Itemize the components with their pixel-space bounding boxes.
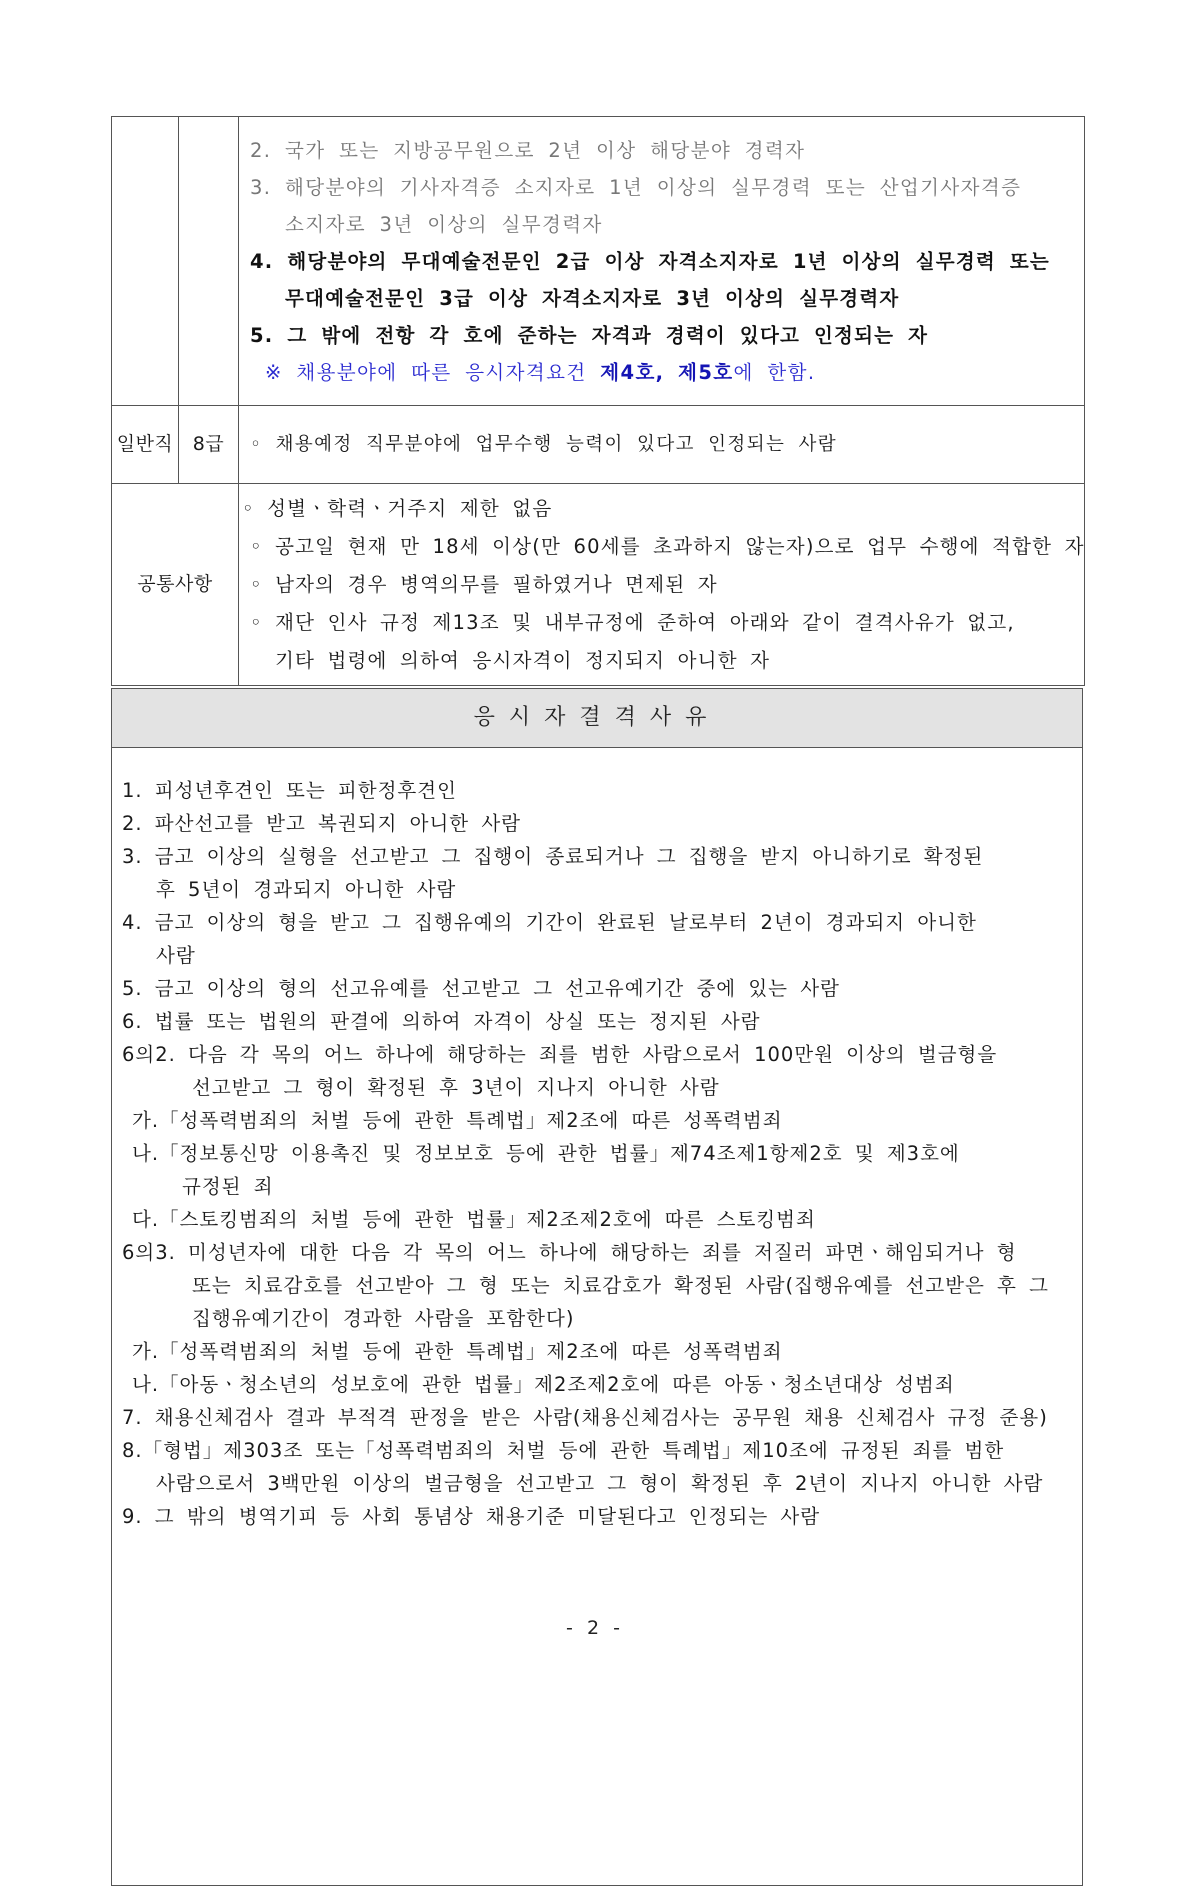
category-label: 일반직 <box>112 406 179 484</box>
disq-item-8-cont: 사람으로서 3백만원 이상의 벌금형을 선고받고 그 형이 확정된 후 2년이 지나지 아니한 사람 <box>156 1472 1044 1495</box>
disq-item-9: 9. 그 밖의 병역기피 등 사회 통념상 채용기준 미달된다고 인정되는 사람 <box>122 1505 821 1528</box>
disq-item-6-2-da: 다.「스토킹범죄의 처벌 등에 관한 법률」제2조제2호에 따른 스토킹범죄 <box>132 1208 816 1231</box>
qualification-item-3: 3. 해당분야의 기사자격증 소지자로 1년 이상의 실무경력 또는 산업기사자격증 <box>250 175 1022 199</box>
disq-item-5: 5. 금고 이상의 형의 선고유예를 선고받고 그 선고유예기간 중에 있는 사람 <box>122 977 840 1000</box>
note-suffix: 에 한함. <box>733 360 816 384</box>
disq-item-6-3-na: 나.「아동ㆍ청소년의 성보호에 관한 법률」제2조제2호에 따른 아동ㆍ청소년대상 성범죄 <box>132 1373 955 1396</box>
qualification-item-4: 4. 해당분야의 무대예술전문인 2급 이상 자격소지자로 1년 이상의 실무경력 또는 <box>250 249 1050 273</box>
disq-item-6-3: 6의3. 미성년자에 대한 다음 각 목의 어느 하나에 해당하는 죄를 저질러 파면ㆍ해임되거나 형 <box>122 1241 1017 1264</box>
general-requirement-cell <box>239 406 1085 484</box>
disq-item-8: 8.「형법」제303조 또는「성폭력범죄의 처벌 등에 관한 특례법」제10조에 규정된 죄를 범한 <box>122 1439 1005 1462</box>
disq-item-4: 4. 금고 이상의 형을 받고 그 집행유예의 기간이 완료된 날로부터 2년이 경과되지 아니한 <box>122 911 977 934</box>
disqualification-list <box>112 748 1082 1533</box>
common-requirements-cell <box>239 484 1085 686</box>
qualification-item-3-cont: 소지자로 3년 이상의 실무경력자 <box>285 212 603 236</box>
empty-grade-cell <box>179 117 239 406</box>
qualification-list-cell <box>239 117 1085 406</box>
common-item-1: ◦ 성별ㆍ학력ㆍ거주지 제한 없음 <box>242 496 553 520</box>
disq-item-6-3-cont-2: 집행유예기간이 경과한 사람을 포함한다) <box>192 1307 575 1330</box>
qualification-item-2: 2. 국가 또는 지방공무원으로 2년 이상 해당분야 경력자 <box>250 138 806 162</box>
common-item-4-cont: 기타 법령에 의하여 응시자격이 정지되지 아니한 자 <box>275 648 771 672</box>
common-item-3: ◦ 남자의 경우 병역의무를 필하였거나 면제된 자 <box>250 572 718 596</box>
grade-label: 8급 <box>179 406 239 484</box>
disq-item-6-2: 6의2. 다음 각 목의 어느 하나에 해당하는 죄를 범한 사람으로서 100만원 이상의 벌금형을 <box>122 1043 998 1066</box>
disq-item-3-cont: 후 5년이 경과되지 아니한 사람 <box>156 878 457 901</box>
qualification-item-5: 5. 그 밖에 전항 각 호에 준하는 자격과 경력이 있다고 인정되는 자 <box>250 323 929 347</box>
page-number: - 2 - <box>566 1617 624 1639</box>
disq-item-6: 6. 법률 또는 법원의 판결에 의하여 자격이 상실 또는 정지된 사람 <box>122 1010 761 1033</box>
general-position-row <box>112 406 1085 484</box>
disq-item-7: 7. 채용신체검사 결과 부적격 판정을 받은 사람(채용신체검사는 공무원 채용 신체검사 규정 준용) <box>122 1406 1048 1429</box>
qualification-table <box>111 116 1085 686</box>
disq-item-6-2-na-cont: 규정된 죄 <box>182 1175 274 1198</box>
common-item-2: ◦ 공고일 현재 만 18세 이상(만 60세를 초과하지 않는자)으로 업무 수행에 적합한 자 <box>250 534 1085 558</box>
empty-category-cell <box>112 117 179 406</box>
note-prefix: ※ 채용분야에 따른 응시자격요건 <box>265 360 587 384</box>
common-item-4: ◦ 재단 인사 규정 제13조 및 내부규정에 준하여 아래와 같이 결격사유가 없고, <box>250 610 1015 634</box>
disq-item-4-cont: 사람 <box>156 944 196 967</box>
disq-item-6-3-cont-1: 또는 치료감호를 선고받아 그 형 또는 치료감호가 확정된 사람(집행유예를 선고받은 후 그 <box>192 1274 1049 1297</box>
disqualification-box <box>111 688 1083 1886</box>
qualification-item-4-cont: 무대예술전문인 3급 이상 자격소지자로 3년 이상의 실무경력자 <box>285 286 900 310</box>
general-requirement-text: ◦ 채용예정 직무분야에 업무수행 능력이 있다고 인정되는 사람 <box>250 434 838 455</box>
common-requirements-row <box>112 484 1085 686</box>
note-bold-item-5: 제5호 <box>678 360 734 384</box>
disq-item-6-2-ga: 가.「성폭력범죄의 처벌 등에 관한 특례법」제2조에 따른 성폭력범죄 <box>132 1109 783 1132</box>
disq-item-2: 2. 파산선고를 받고 복권되지 아니한 사람 <box>122 812 521 835</box>
common-requirements-label: 공통사항 <box>112 484 239 686</box>
disq-item-3: 3. 금고 이상의 실형을 선고받고 그 집행이 종료되거나 그 집행을 받지 아니하기로 확정된 <box>122 845 984 868</box>
qualification-note <box>239 354 1084 391</box>
qualification-continued-row <box>112 117 1085 406</box>
note-bold-item-4: 제4호, <box>600 360 665 384</box>
disq-item-1: 1. 피성년후견인 또는 피한정후견인 <box>122 779 457 802</box>
disq-item-6-3-ga: 가.「성폭력범죄의 처벌 등에 관한 특례법」제2조에 따른 성폭력범죄 <box>132 1340 783 1363</box>
disq-item-6-2-cont: 선고받고 그 형이 확정된 후 3년이 지나지 아니한 사람 <box>192 1076 720 1099</box>
disqualification-header: 응시자결격사유 <box>112 689 1082 748</box>
disq-item-6-2-na: 나.「정보통신망 이용촉진 및 정보보호 등에 관한 법률」제74조제1항제2호 및 제3호에 <box>132 1142 960 1165</box>
